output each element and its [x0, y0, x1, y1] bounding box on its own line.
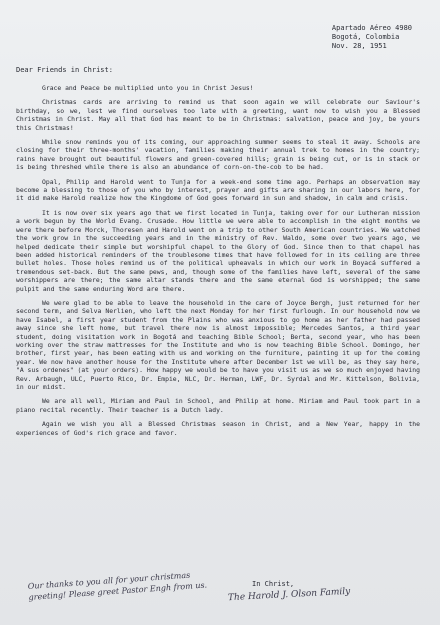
- paragraph: While snow reminds you of its coming, our approaching summer seems to steal it away. Schools are closing for their three-months' vacation, families making their annual trek to homes in the country; rains have brought out beautiful flowers and green-covered hills; grain is being cut, or is in stack or is being threshed while there is also an abundance of corn-on-the-cob to be had.: [16, 138, 420, 172]
- handwritten-signature: The Harold J. Olson Family: [227, 586, 351, 604]
- handwritten-annotations: [27, 570, 418, 622]
- letter-body: [16, 84, 420, 443]
- handwritten-note: Our thanks to you all for your christmas greeting! Please greet Pastor Engh from us.: [27, 570, 208, 602]
- letter-date: Nov. 28, 1951: [331, 42, 387, 50]
- salutation: Dear Friends in Christ:: [16, 66, 113, 74]
- paragraph: Christmas cards are arriving to remind us that soon again we will celebrate our Saviour's birthday, so we, lest we find ourselves too late with a greeting, want now to wish you a Blessed Christmas in Christ. May all that God has meant to be in Christmas: salvation, peace and joy, be yours this Christmas!: [16, 98, 420, 132]
- paragraph: Again we wish you all a Blessed Christmas season in Christ, and a New Year, happy in the experiences of God's rich grace and favor.: [16, 420, 420, 437]
- paragraph: It is now over six years ago that we first located in Tunja, taking over for our Lutheran mission a work begun by the World Evang. Crusade. How little we were able to accomplish in the eight months we were there before Morck, Thoresen and Harold went on a trip to other South American countries. We watched the work grow in the succeeding years and in the ministry of Rev. Waldo, some over two years ago, we helped dedicate their simple but worshipful chapel to the Glory of God. Since then to that chapel has been added historical reminders of the troublesome times that have followed for in its ceiling are three bullet holes. Those holes remind us of the political upheavals in which our work in Boyacá suffered a tremendous set-back. But the same pews, and, though some of the families have left, several of the same worshippers are there; the same altar stands there and the same eternal God is worshipped; the same pulpit and the same enduring Word are there.: [16, 208, 420, 293]
- letter-header: [332, 24, 412, 51]
- paragraph: We are all well, Miriam and Paul in School, and Philip at home. Miriam and Paul took part in a piano recital recently. Their teacher is a Dutch lady.: [16, 397, 420, 414]
- sender-city: Bogotá, Colombia: [331, 33, 400, 41]
- sender-address: Apartado Aéreo 4980: [331, 24, 412, 32]
- closing: In Christ,: [252, 580, 295, 588]
- paragraph: We were glad to be able to leave the household in the care of Joyce Bergh, just returned for her second term, and Selva Nerlien, who left the next Monday for her first furlough. In our household now we have Isabel, a first year student from the Plains who was anxious to go home as her father had passed away since she left home, but travel there now is almost impossible; Mercedes Santos, a third year student, doing visitation work in Bogotá and teaching Bible School; Berta, second year, who has been working over the straw mattresses for the Institute and who is now teaching Bible School. Domingo, her brother, first year, has been eating with us and working on the furniture, painting it up for the coming year. We now have another house for the Institute where after December 1st we will be, as they say here, "A sus ordenes" (at your orders). How happy we would be to have you visit us as we so much enjoyed having Rev. Arbaugh, ULC, Puerto Rico, Dr. Empie, NLC, Dr. Herman, LWF, Dr. Syrdal and Mr. Kittelson, Bolivia, in our midst.: [16, 298, 420, 391]
- paragraph: Opal, Philip and Harold went to Tunja for a week-end some time ago. Perhaps an observation may become a blessing to those of you who by interest, prayer and gifts are sharing in our labors here, for it did make Harold realize how the Kingdome of God goes forward in sun and shadow, in calm and crisis.: [16, 177, 420, 203]
- paragraph: Grace and Peace be multiplied unto you in Christ Jesus!: [42, 84, 254, 92]
